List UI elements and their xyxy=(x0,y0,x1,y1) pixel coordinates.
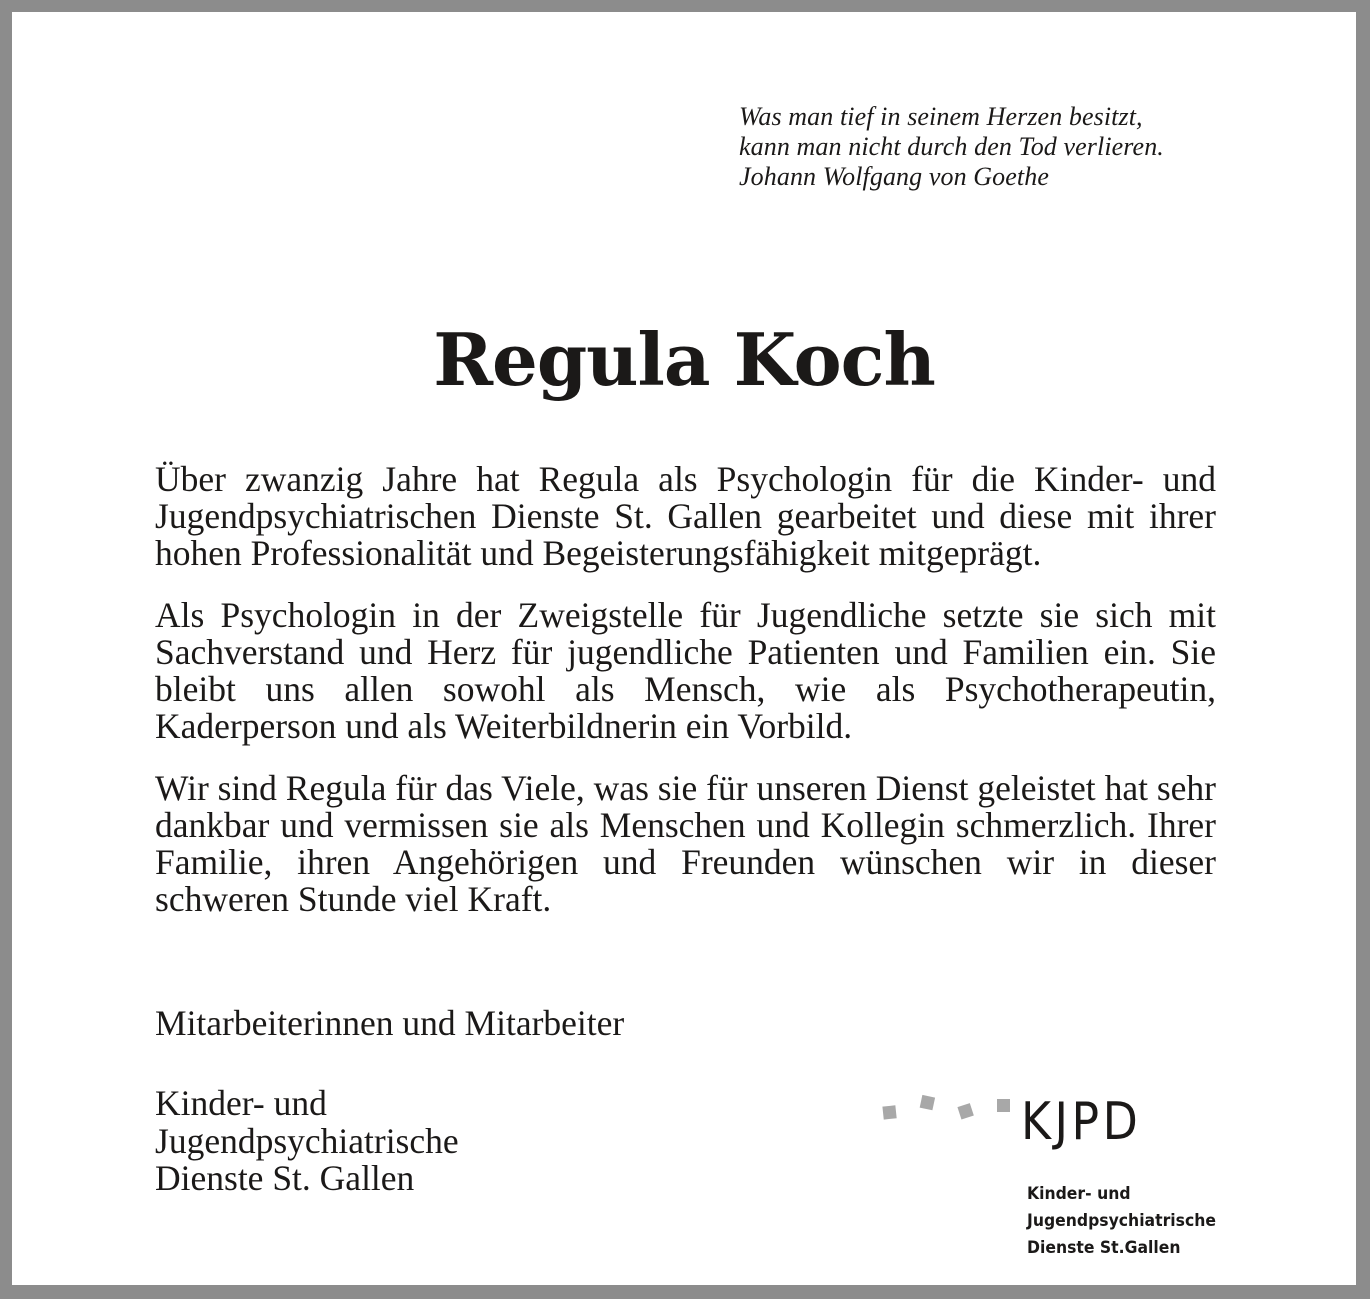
logo-dots-icon xyxy=(878,1090,1018,1130)
logo-subtitle xyxy=(1027,1181,1216,1262)
paragraph-role: Als Psychologin in der Zweigstelle für Jugendliche setzte sie sich mit Sachverstand und Herz für jugendliche Patienten und Familien ein. Sie bleibt uns allen sowohl als Mensch, wie als Psychotherapeutin, Kaderperson und als Weiterbildnerin ein Vorbild. xyxy=(155,595,1216,746)
goethe-quote xyxy=(739,102,1299,192)
organization-signature xyxy=(155,1085,459,1198)
signoff-staff: Mitarbeiterinnen und Mitarbeiter xyxy=(155,1003,625,1043)
quote-author: Johann Wolfgang von Goethe xyxy=(739,162,1049,191)
logo-line-1: Kinder- und xyxy=(1027,1184,1131,1204)
logo-line-3: Dienste St.Gallen xyxy=(1027,1238,1181,1258)
organization-line-3: Dienste St. Gallen xyxy=(155,1158,415,1198)
logo-wordmark: KJPD xyxy=(1021,1092,1142,1152)
obituary-notice xyxy=(12,12,1356,1285)
organization-line-1: Kinder- und xyxy=(155,1083,327,1123)
deceased-name: Regula Koch xyxy=(433,317,935,402)
paragraph-condolences: Wir sind Regula für das Viele, was sie für unseren Dienst geleistet hat sehr dankbar und vermissen sie als Menschen und Kollegin schmerzlich. Ihrer Familie, ihren Angehörigen und Freunden wünschen wir in dieser schweren Stunde viel Kraft. xyxy=(155,768,1216,919)
obituary-body xyxy=(155,461,1216,943)
quote-line-1: Was man tief in seinem Herzen besitzt, xyxy=(739,102,1143,131)
kjpd-logo xyxy=(878,1090,1238,1258)
organization-line-2: Jugendpsychiatrische xyxy=(155,1120,459,1161)
quote-line-2: kann man nicht durch den Tod verlieren. xyxy=(739,132,1164,161)
logo-line-2: Jugendpsychiatrische xyxy=(1027,1211,1216,1231)
paragraph-career: Über zwanzig Jahre hat Regula als Psychologin für die Kinder- und Jugendpsychiatrischen Dienste St. Gallen gearbeitet und diese mit ihrer hohen Professionalität und Begeisterungsfähigkeit mitgeprägt. xyxy=(155,459,1216,573)
